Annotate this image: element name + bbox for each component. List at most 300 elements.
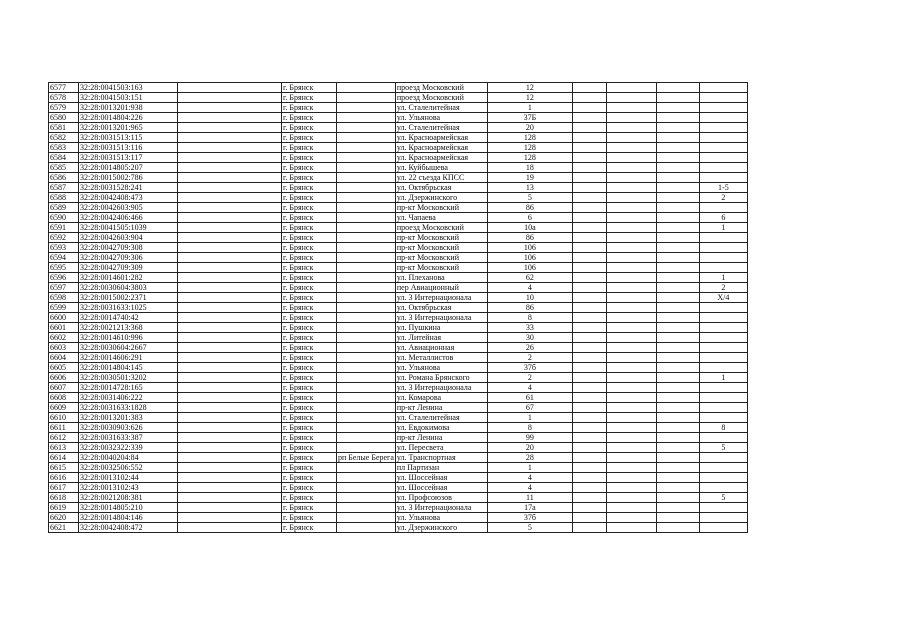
empty-cell bbox=[178, 103, 282, 113]
empty-cell bbox=[572, 293, 606, 303]
city-cell: г. Брянск bbox=[282, 383, 337, 393]
settlement-cell bbox=[337, 173, 396, 183]
empty-cell bbox=[656, 193, 699, 203]
table-row bbox=[49, 423, 748, 433]
table-row bbox=[49, 303, 748, 313]
flat-number-cell bbox=[699, 523, 747, 533]
cadastral-number-cell: 32:28:0031513:116 bbox=[79, 143, 178, 153]
empty-cell bbox=[606, 293, 656, 303]
empty-cell bbox=[606, 243, 656, 253]
city-cell: г. Брянск bbox=[282, 233, 337, 243]
flat-number-cell bbox=[699, 483, 747, 493]
settlement-cell bbox=[337, 363, 396, 373]
flat-number-cell bbox=[699, 143, 747, 153]
street-cell: пр-кт Московский bbox=[395, 233, 487, 243]
empty-cell bbox=[572, 463, 606, 473]
empty-cell bbox=[656, 253, 699, 263]
record-number-cell: 6614 bbox=[49, 453, 79, 463]
empty-cell bbox=[572, 163, 606, 173]
empty-cell bbox=[656, 463, 699, 473]
house-number-cell: 67 bbox=[487, 403, 572, 413]
flat-number-cell bbox=[699, 133, 747, 143]
house-number-cell: 1 bbox=[487, 103, 572, 113]
empty-cell bbox=[178, 123, 282, 133]
flat-number-cell: 1 bbox=[699, 373, 747, 383]
street-cell: ул. Красноармейская bbox=[395, 143, 487, 153]
city-cell: г. Брянск bbox=[282, 173, 337, 183]
flat-number-cell bbox=[699, 473, 747, 483]
settlement-cell bbox=[337, 413, 396, 423]
house-number-cell: 33 bbox=[487, 323, 572, 333]
empty-cell bbox=[606, 143, 656, 153]
street-cell: ул. 3 Интернационала bbox=[395, 313, 487, 323]
table-row bbox=[49, 483, 748, 493]
empty-cell bbox=[656, 413, 699, 423]
empty-cell bbox=[572, 213, 606, 223]
empty-cell bbox=[178, 133, 282, 143]
record-number-cell: 6577 bbox=[49, 83, 79, 93]
table-row bbox=[49, 173, 748, 183]
empty-cell bbox=[656, 263, 699, 273]
empty-cell bbox=[656, 113, 699, 123]
street-cell: ул. Ульянова bbox=[395, 113, 487, 123]
city-cell: г. Брянск bbox=[282, 193, 337, 203]
empty-cell bbox=[178, 183, 282, 193]
settlement-cell bbox=[337, 133, 396, 143]
empty-cell bbox=[656, 153, 699, 163]
flat-number-cell bbox=[699, 103, 747, 113]
city-cell: г. Брянск bbox=[282, 303, 337, 313]
registry-table-body bbox=[49, 83, 748, 533]
empty-cell bbox=[606, 303, 656, 313]
empty-cell bbox=[572, 473, 606, 483]
city-cell: г. Брянск bbox=[282, 203, 337, 213]
city-cell: г. Брянск bbox=[282, 283, 337, 293]
cadastral-number-cell: 32:28:0032506:552 bbox=[79, 463, 178, 473]
empty-cell bbox=[606, 433, 656, 443]
empty-cell bbox=[178, 473, 282, 483]
cadastral-number-cell: 32:28:0042709:308 bbox=[79, 243, 178, 253]
record-number-cell: 6590 bbox=[49, 213, 79, 223]
empty-cell bbox=[572, 283, 606, 293]
empty-cell bbox=[606, 443, 656, 453]
settlement-cell bbox=[337, 483, 396, 493]
cadastral-number-cell: 32:28:0030903:626 bbox=[79, 423, 178, 433]
empty-cell bbox=[178, 113, 282, 123]
flat-number-cell bbox=[699, 413, 747, 423]
house-number-cell: 37б bbox=[487, 513, 572, 523]
street-cell: ул. Сталелитейная bbox=[395, 123, 487, 133]
flat-number-cell bbox=[699, 253, 747, 263]
cadastral-number-cell: 32:28:0014601:282 bbox=[79, 273, 178, 283]
empty-cell bbox=[656, 213, 699, 223]
house-number-cell: 17а bbox=[487, 503, 572, 513]
empty-cell bbox=[572, 253, 606, 263]
empty-cell bbox=[656, 283, 699, 293]
city-cell: г. Брянск bbox=[282, 163, 337, 173]
empty-cell bbox=[656, 483, 699, 493]
empty-cell bbox=[656, 163, 699, 173]
table-row bbox=[49, 393, 748, 403]
empty-cell bbox=[178, 243, 282, 253]
empty-cell bbox=[656, 333, 699, 343]
house-number-cell: 11 bbox=[487, 493, 572, 503]
flat-number-cell bbox=[699, 203, 747, 213]
flat-number-cell: X/4 bbox=[699, 293, 747, 303]
cadastral-number-cell: 32:28:0014610:996 bbox=[79, 333, 178, 343]
house-number-cell: 5 bbox=[487, 523, 572, 533]
table-row bbox=[49, 153, 748, 163]
record-number-cell: 6608 bbox=[49, 393, 79, 403]
house-number-cell: 61 bbox=[487, 393, 572, 403]
empty-cell bbox=[606, 423, 656, 433]
house-number-cell: 6 bbox=[487, 213, 572, 223]
empty-cell bbox=[606, 393, 656, 403]
empty-cell bbox=[572, 153, 606, 163]
city-cell: г. Брянск bbox=[282, 273, 337, 283]
record-number-cell: 6615 bbox=[49, 463, 79, 473]
empty-cell bbox=[178, 213, 282, 223]
empty-cell bbox=[656, 523, 699, 533]
empty-cell bbox=[572, 453, 606, 463]
city-cell: г. Брянск bbox=[282, 93, 337, 103]
empty-cell bbox=[178, 313, 282, 323]
city-cell: г. Брянск bbox=[282, 313, 337, 323]
street-cell: ул. Шоссейная bbox=[395, 483, 487, 493]
city-cell: г. Брянск bbox=[282, 263, 337, 273]
table-row bbox=[49, 113, 748, 123]
settlement-cell bbox=[337, 93, 396, 103]
table-row bbox=[49, 363, 748, 373]
cadastral-number-cell: 32:28:0030604:3803 bbox=[79, 283, 178, 293]
flat-number-cell: 2 bbox=[699, 193, 747, 203]
table-row bbox=[49, 143, 748, 153]
empty-cell bbox=[178, 453, 282, 463]
city-cell: г. Брянск bbox=[282, 253, 337, 263]
cadastral-number-cell: 32:28:0014805:210 bbox=[79, 503, 178, 513]
cadastral-number-cell: 32:28:0040204:84 bbox=[79, 453, 178, 463]
flat-number-cell bbox=[699, 363, 747, 373]
empty-cell bbox=[572, 433, 606, 443]
empty-cell bbox=[656, 223, 699, 233]
city-cell: г. Брянск bbox=[282, 373, 337, 383]
cadastral-number-cell: 32:28:0042709:309 bbox=[79, 263, 178, 273]
street-cell: ул. 3 Интернационала bbox=[395, 503, 487, 513]
flat-number-cell bbox=[699, 243, 747, 253]
empty-cell bbox=[178, 143, 282, 153]
settlement-cell bbox=[337, 223, 396, 233]
empty-cell bbox=[656, 403, 699, 413]
flat-number-cell bbox=[699, 403, 747, 413]
empty-cell bbox=[572, 313, 606, 323]
empty-cell bbox=[572, 203, 606, 213]
record-number-cell: 6598 bbox=[49, 293, 79, 303]
cadastral-number-cell: 32:28:0031633:387 bbox=[79, 433, 178, 443]
cadastral-number-cell: 32:28:0013201:938 bbox=[79, 103, 178, 113]
house-number-cell: 37Б bbox=[487, 113, 572, 123]
city-cell: г. Брянск bbox=[282, 463, 337, 473]
street-cell: пр-кт Московский bbox=[395, 263, 487, 273]
flat-number-cell bbox=[699, 453, 747, 463]
settlement-cell bbox=[337, 123, 396, 133]
settlement-cell bbox=[337, 293, 396, 303]
empty-cell bbox=[606, 353, 656, 363]
cadastral-number-cell: 32:28:0031513:117 bbox=[79, 153, 178, 163]
record-number-cell: 6616 bbox=[49, 473, 79, 483]
empty-cell bbox=[656, 93, 699, 103]
street-cell: ул. Чапаева bbox=[395, 213, 487, 223]
city-cell: г. Брянск bbox=[282, 503, 337, 513]
empty-cell bbox=[656, 83, 699, 93]
house-number-cell: 2 bbox=[487, 373, 572, 383]
cadastral-number-cell: 32:28:0042408:473 bbox=[79, 193, 178, 203]
house-number-cell: 19 bbox=[487, 173, 572, 183]
record-number-cell: 6586 bbox=[49, 173, 79, 183]
house-number-cell: 86 bbox=[487, 203, 572, 213]
house-number-cell: 2 bbox=[487, 353, 572, 363]
street-cell: ул. Октябрьская bbox=[395, 183, 487, 193]
empty-cell bbox=[572, 273, 606, 283]
house-number-cell: 86 bbox=[487, 303, 572, 313]
empty-cell bbox=[606, 193, 656, 203]
empty-cell bbox=[572, 443, 606, 453]
house-number-cell: 1 bbox=[487, 463, 572, 473]
street-cell: ул. Шоссейная bbox=[395, 473, 487, 483]
flat-number-cell bbox=[699, 163, 747, 173]
cadastral-number-cell: 32:28:0042603:904 bbox=[79, 233, 178, 243]
empty-cell bbox=[572, 83, 606, 93]
table-row bbox=[49, 413, 748, 423]
cadastral-number-cell: 32:28:0013102:44 bbox=[79, 473, 178, 483]
city-cell: г. Брянск bbox=[282, 443, 337, 453]
empty-cell bbox=[606, 413, 656, 423]
cadastral-number-cell: 32:28:0032322:339 bbox=[79, 443, 178, 453]
empty-cell bbox=[572, 423, 606, 433]
table-row bbox=[49, 493, 748, 503]
settlement-cell bbox=[337, 303, 396, 313]
city-cell: г. Брянск bbox=[282, 423, 337, 433]
settlement-cell bbox=[337, 503, 396, 513]
house-number-cell: 12 bbox=[487, 83, 572, 93]
empty-cell bbox=[656, 453, 699, 463]
settlement-cell bbox=[337, 153, 396, 163]
record-number-cell: 6612 bbox=[49, 433, 79, 443]
empty-cell bbox=[606, 223, 656, 233]
empty-cell bbox=[572, 353, 606, 363]
empty-cell bbox=[178, 483, 282, 493]
empty-cell bbox=[572, 363, 606, 373]
street-cell: ул. Сталелитейная bbox=[395, 413, 487, 423]
table-row bbox=[49, 403, 748, 413]
empty-cell bbox=[656, 363, 699, 373]
flat-number-cell: 5 bbox=[699, 493, 747, 503]
house-number-cell: 4 bbox=[487, 283, 572, 293]
flat-number-cell bbox=[699, 463, 747, 473]
empty-cell bbox=[572, 193, 606, 203]
empty-cell bbox=[178, 343, 282, 353]
table-row bbox=[49, 213, 748, 223]
empty-cell bbox=[178, 323, 282, 333]
empty-cell bbox=[178, 393, 282, 403]
empty-cell bbox=[178, 503, 282, 513]
empty-cell bbox=[606, 323, 656, 333]
flat-number-cell: 2 bbox=[699, 283, 747, 293]
street-cell: ул. Пересвета bbox=[395, 443, 487, 453]
settlement-cell bbox=[337, 103, 396, 113]
record-number-cell: 6578 bbox=[49, 93, 79, 103]
city-cell: г. Брянск bbox=[282, 353, 337, 363]
street-cell: проезд Московский bbox=[395, 223, 487, 233]
street-cell: ул. Металлистов bbox=[395, 353, 487, 363]
empty-cell bbox=[572, 123, 606, 133]
empty-cell bbox=[178, 443, 282, 453]
empty-cell bbox=[656, 323, 699, 333]
settlement-cell bbox=[337, 203, 396, 213]
flat-number-cell bbox=[699, 393, 747, 403]
settlement-cell bbox=[337, 273, 396, 283]
record-number-cell: 6611 bbox=[49, 423, 79, 433]
empty-cell bbox=[572, 383, 606, 393]
flat-number-cell bbox=[699, 333, 747, 343]
street-cell: ул. Транспортная bbox=[395, 453, 487, 463]
empty-cell bbox=[656, 123, 699, 133]
city-cell: г. Брянск bbox=[282, 83, 337, 93]
house-number-cell: 8 bbox=[487, 423, 572, 433]
cadastral-number-cell: 32:28:0013201:965 bbox=[79, 123, 178, 133]
empty-cell bbox=[606, 403, 656, 413]
empty-cell bbox=[606, 103, 656, 113]
street-cell: ул. Красноармейская bbox=[395, 153, 487, 163]
record-number-cell: 6596 bbox=[49, 273, 79, 283]
street-cell: ул. Евдокимова bbox=[395, 423, 487, 433]
street-cell: ул. Сталелитейная bbox=[395, 103, 487, 113]
empty-cell bbox=[572, 173, 606, 183]
street-cell: пр-кт Ленина bbox=[395, 403, 487, 413]
empty-cell bbox=[572, 503, 606, 513]
city-cell: г. Брянск bbox=[282, 333, 337, 343]
street-cell: ул. Романа Брянского bbox=[395, 373, 487, 383]
city-cell: г. Брянск bbox=[282, 393, 337, 403]
street-cell: ул. Ульянова bbox=[395, 363, 487, 373]
cadastral-number-cell: 32:28:0042709:306 bbox=[79, 253, 178, 263]
cadastral-number-cell: 32:28:0031406:222 bbox=[79, 393, 178, 403]
house-number-cell: 18 bbox=[487, 163, 572, 173]
empty-cell bbox=[656, 133, 699, 143]
empty-cell bbox=[606, 183, 656, 193]
house-number-cell: 20 bbox=[487, 443, 572, 453]
cadastral-number-cell: 32:28:0031633:1025 bbox=[79, 303, 178, 313]
city-cell: г. Брянск bbox=[282, 413, 337, 423]
empty-cell bbox=[178, 223, 282, 233]
flat-number-cell bbox=[699, 123, 747, 133]
table-row bbox=[49, 343, 748, 353]
empty-cell bbox=[606, 483, 656, 493]
table-row bbox=[49, 283, 748, 293]
empty-cell bbox=[656, 243, 699, 253]
empty-cell bbox=[178, 403, 282, 413]
empty-cell bbox=[178, 203, 282, 213]
table-row bbox=[49, 123, 748, 133]
settlement-cell bbox=[337, 353, 396, 363]
record-number-cell: 6603 bbox=[49, 343, 79, 353]
record-number-cell: 6584 bbox=[49, 153, 79, 163]
house-number-cell: 30 bbox=[487, 333, 572, 343]
street-cell: пр-кт Ленина bbox=[395, 433, 487, 443]
house-number-cell: 128 bbox=[487, 153, 572, 163]
empty-cell bbox=[656, 423, 699, 433]
empty-cell bbox=[178, 493, 282, 503]
table-row bbox=[49, 273, 748, 283]
house-number-cell: 128 bbox=[487, 143, 572, 153]
empty-cell bbox=[606, 263, 656, 273]
empty-cell bbox=[606, 203, 656, 213]
cadastral-number-cell: 32:28:0042408:472 bbox=[79, 523, 178, 533]
empty-cell bbox=[606, 473, 656, 483]
cadastral-number-cell: 32:28:0041503:163 bbox=[79, 83, 178, 93]
house-number-cell: 106 bbox=[487, 263, 572, 273]
city-cell: г. Брянск bbox=[282, 293, 337, 303]
empty-cell bbox=[572, 113, 606, 123]
empty-cell bbox=[178, 463, 282, 473]
street-cell: ул. Куйбышева bbox=[395, 163, 487, 173]
empty-cell bbox=[572, 243, 606, 253]
empty-cell bbox=[178, 253, 282, 263]
street-cell: пер Авиационный bbox=[395, 283, 487, 293]
cadastral-number-cell: 32:28:0013102:43 bbox=[79, 483, 178, 493]
house-number-cell: 26 bbox=[487, 343, 572, 353]
empty-cell bbox=[178, 383, 282, 393]
empty-cell bbox=[178, 153, 282, 163]
empty-cell bbox=[572, 403, 606, 413]
record-number-cell: 6589 bbox=[49, 203, 79, 213]
flat-number-cell: 1 bbox=[699, 273, 747, 283]
record-number-cell: 6593 bbox=[49, 243, 79, 253]
empty-cell bbox=[606, 383, 656, 393]
table-row bbox=[49, 433, 748, 443]
flat-number-cell bbox=[699, 313, 747, 323]
house-number-cell: 106 bbox=[487, 243, 572, 253]
table-row bbox=[49, 193, 748, 203]
cadastral-number-cell: 32:28:0031528:241 bbox=[79, 183, 178, 193]
empty-cell bbox=[606, 333, 656, 343]
empty-cell bbox=[656, 273, 699, 283]
empty-cell bbox=[178, 193, 282, 203]
cadastral-number-cell: 32:28:0015002:786 bbox=[79, 173, 178, 183]
table-row bbox=[49, 83, 748, 93]
house-number-cell: 4 bbox=[487, 473, 572, 483]
city-cell: г. Брянск bbox=[282, 103, 337, 113]
empty-cell bbox=[178, 293, 282, 303]
house-number-cell: 28 bbox=[487, 453, 572, 463]
cadastral-number-cell: 32:28:0015002:2371 bbox=[79, 293, 178, 303]
settlement-cell bbox=[337, 253, 396, 263]
city-cell: г. Брянск bbox=[282, 123, 337, 133]
settlement-cell bbox=[337, 513, 396, 523]
empty-cell bbox=[572, 373, 606, 383]
cadastral-number-cell: 32:28:0042406:466 bbox=[79, 213, 178, 223]
city-cell: г. Брянск bbox=[282, 323, 337, 333]
settlement-cell bbox=[337, 403, 396, 413]
flat-number-cell bbox=[699, 173, 747, 183]
cadastral-number-cell: 32:28:0030501:3202 bbox=[79, 373, 178, 383]
empty-cell bbox=[178, 173, 282, 183]
settlement-cell bbox=[337, 423, 396, 433]
street-cell: ул. Красноармейская bbox=[395, 133, 487, 143]
empty-cell bbox=[656, 313, 699, 323]
record-number-cell: 6617 bbox=[49, 483, 79, 493]
empty-cell bbox=[572, 413, 606, 423]
record-number-cell: 6613 bbox=[49, 443, 79, 453]
